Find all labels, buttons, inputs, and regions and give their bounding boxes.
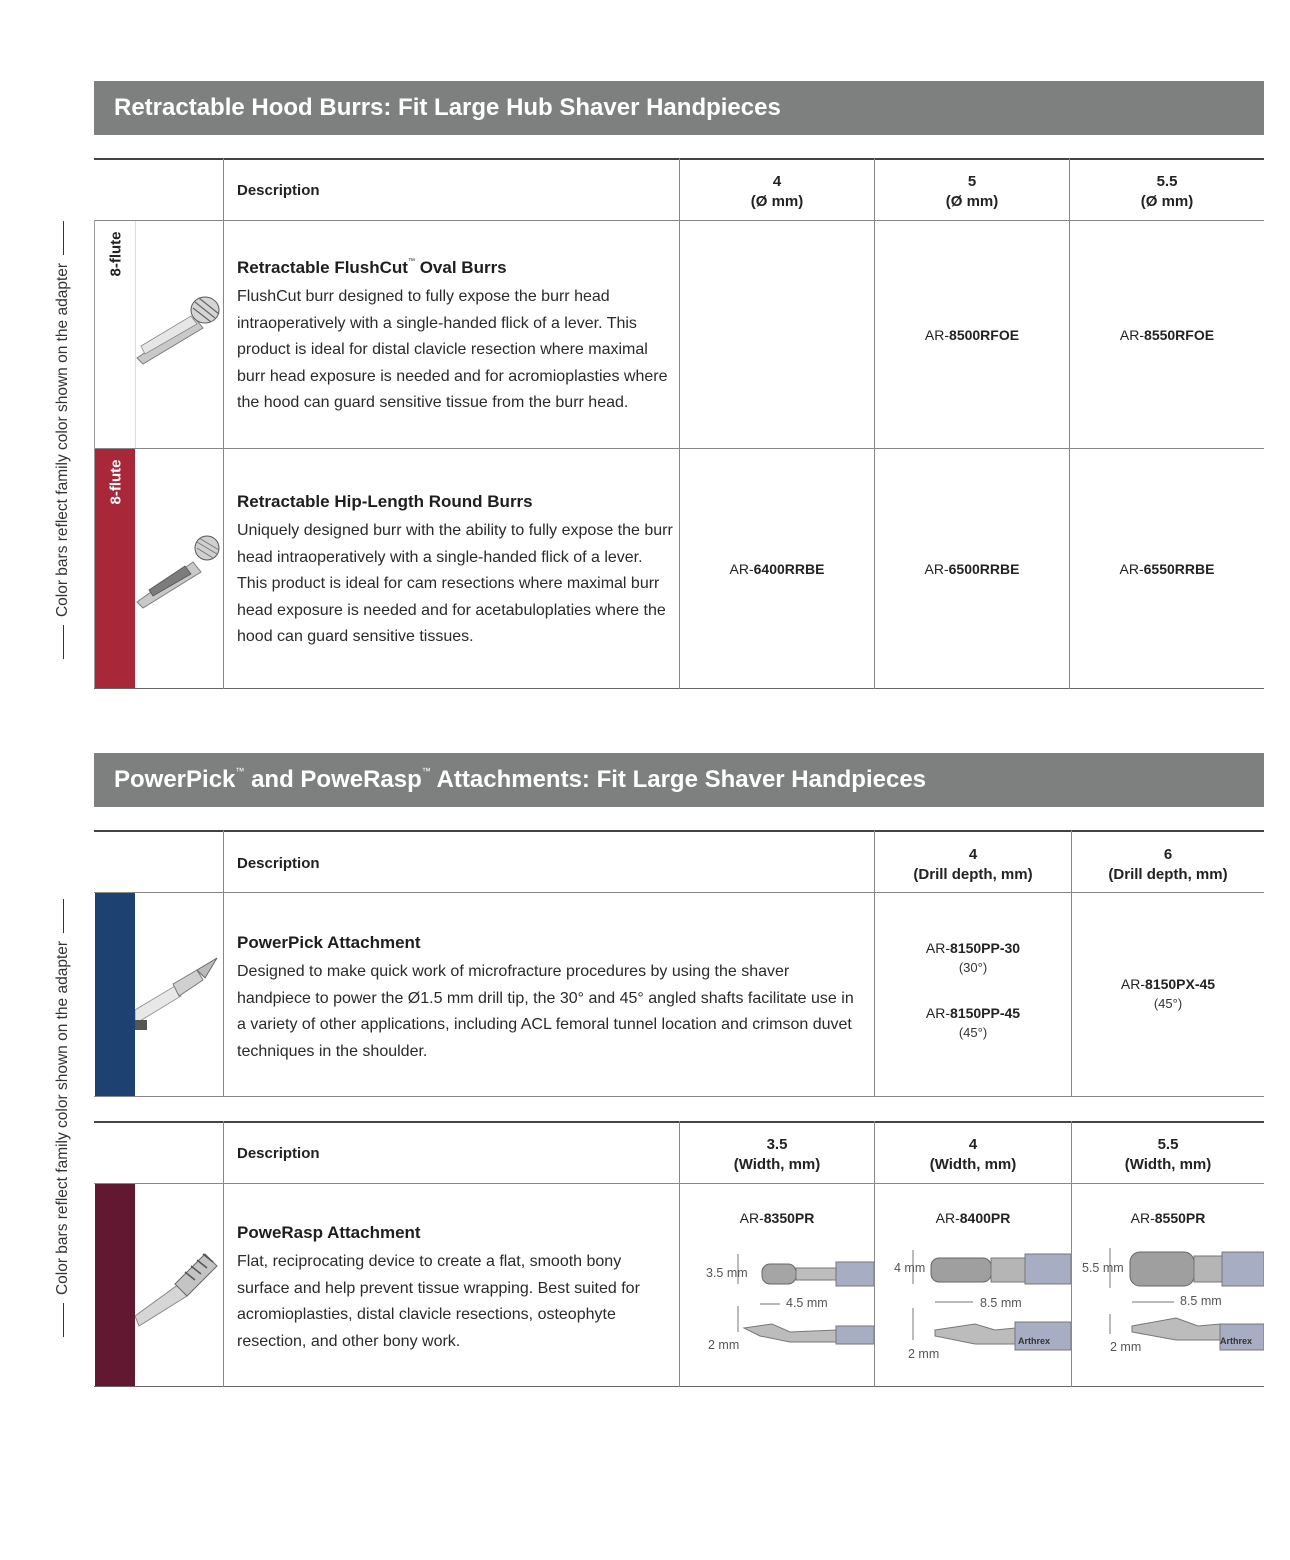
header-unit: (Ø mm): [945, 193, 999, 210]
side-note-text: Color bars reflect family color shown on the adapter: [54, 940, 71, 1296]
product-description-powerasp: [237, 1223, 675, 1355]
header-value: 4: [968, 846, 978, 863]
divider: [94, 892, 1264, 893]
header-col-drill-4: [875, 845, 1071, 885]
section1-title: Retractable Hood Burrs: Fit Large Hub Shaver Handpieces: [114, 94, 781, 121]
header-unit: (Ø mm): [750, 193, 804, 210]
header-value: 3.5: [766, 1136, 788, 1153]
divider: [94, 1096, 1264, 1097]
product-body: FlushCut burr designed to fully expose the burr head intraoperatively with a single-handed flick of a lever. This product is ideal for distal clavicle resection where maximal burr head exposure is needed and for acromioplasties where the hood can guard sensitive tissue from the burr head.: [237, 288, 668, 411]
burr-image-round: [135, 530, 223, 612]
part-number: AR-8550PR: [1130, 1210, 1206, 1226]
header-value: 5.5: [1157, 1136, 1179, 1153]
powerpick-image: [135, 950, 223, 1030]
header-col-drill-6: [1072, 845, 1264, 885]
dimension-length: 8.5 mm: [980, 1296, 1022, 1310]
header-value: 4: [968, 1136, 978, 1153]
product-body: Flat, reciprocating device to create a flat, smooth bony surface and help prevent tissue wrapping. Best suited for acromioplasties, distal clavicle resections, osteophyte resection, and other bony work.: [237, 1253, 640, 1350]
section2-banner: [94, 753, 1264, 807]
part-number: AR-8150PX-45: [1120, 976, 1216, 992]
product-body: Designed to make quick work of microfracture procedures by using the shaver handpiece to power the Ø1.5 mm drill tip, the 30° and 45° angled shafts facilitate use in a variety of other applications, including ACL femoral tunnel location and crimson duvet techniques in the shoulder.: [237, 963, 854, 1060]
powerasp-image: [135, 1240, 223, 1330]
part-number: AR-6500RRBE: [924, 561, 1020, 577]
angle-label: (30°): [958, 960, 988, 975]
part-number: AR-6550RRBE: [1119, 561, 1215, 577]
dimension-width: 3.5 mm: [706, 1266, 748, 1280]
header-description: Description: [237, 182, 320, 199]
part-number: AR-8550RFOE: [1119, 327, 1215, 343]
divider: [223, 830, 224, 1097]
header-value: 5.5: [1156, 173, 1178, 190]
header-unit: (Drill depth, mm): [913, 866, 1033, 883]
section1-banner: [94, 81, 1264, 135]
header-value: 5: [967, 173, 977, 190]
header-description: Description: [237, 1145, 320, 1162]
part-number: AR-6400RRBE: [729, 561, 825, 577]
part-number-group: [875, 940, 1071, 1040]
header-unit: (Drill depth, mm): [1108, 866, 1228, 883]
part-number: AR-8350PR: [739, 1210, 815, 1226]
header-description: Description: [237, 855, 320, 872]
part-number: AR-8400PR: [935, 1210, 1011, 1226]
header-col-width-4: [875, 1135, 1071, 1175]
product-description-flushcut: [237, 258, 675, 417]
product-description-hip-length: [237, 492, 675, 651]
side-note-text: Color bars reflect family color shown on the adapter: [54, 262, 71, 618]
product-title: Retractable Hip-Length Round Burrs: [237, 492, 533, 511]
header-col-width-5-5: [1072, 1135, 1264, 1175]
dimension-thickness: 2 mm: [908, 1347, 940, 1361]
part-number-group: [1072, 976, 1264, 1011]
dimension-length: 8.5 mm: [1180, 1294, 1222, 1308]
header-col-5-5mm: [1070, 172, 1264, 212]
family-color-bar-blue: [95, 893, 135, 1096]
part-number: AR-8150PP-30: [925, 940, 1021, 956]
header-value: 4: [772, 173, 782, 190]
header-col-width-3-5: [680, 1135, 874, 1175]
divider: [94, 830, 1264, 832]
divider: [223, 158, 224, 689]
product-title: PoweRasp Attachment: [237, 1223, 421, 1242]
dimension-width: 4 mm: [894, 1261, 926, 1275]
header-unit: (Width, mm): [733, 1156, 821, 1173]
dimension-width: 5.5 mm: [1082, 1261, 1124, 1275]
part-number: AR-8500RFOE: [924, 327, 1020, 343]
dimension-thickness: 2 mm: [1110, 1340, 1142, 1354]
divider: [679, 158, 680, 689]
divider: [1069, 158, 1070, 689]
brand-mark: Arthrex: [1220, 1336, 1253, 1346]
angle-label: (45°): [1153, 996, 1183, 1011]
product-description-powerpick: [237, 933, 867, 1065]
section2-title: PowerPick™ and PoweRasp™ Attachments: Fit Large Shaver Handpieces: [114, 766, 927, 793]
part-number: AR-8150PP-45: [925, 1005, 1021, 1021]
product-title: PowerPick Attachment: [237, 933, 421, 952]
header-col-5mm: [875, 172, 1069, 212]
header-value: 6: [1163, 846, 1173, 863]
product-title: Retractable FlushCut™ Oval Burrs: [237, 258, 507, 277]
dimension-length: 4.5 mm: [786, 1296, 828, 1310]
brand-mark: Arthrex: [1018, 1336, 1051, 1346]
burr-image-oval: [135, 288, 223, 368]
divider: [874, 158, 875, 689]
dimension-thickness: 2 mm: [708, 1338, 740, 1352]
header-col-4mm: [680, 172, 874, 212]
angle-label: (45°): [958, 1025, 988, 1040]
header-unit: (Ø mm): [1140, 193, 1194, 210]
divider: [223, 1121, 224, 1387]
header-unit: (Width, mm): [929, 1156, 1017, 1173]
product-body: Uniquely designed burr with the ability to fully expose the burr head intraoperatively with a single-handed flick of a lever. This product is ideal for cam resections where maximal burr head exposure is needed and for acetabuloplaties where the hood can guard sensitive tissues.: [237, 522, 673, 645]
family-color-bar-maroon: [95, 1184, 135, 1386]
header-unit: (Width, mm): [1124, 1156, 1212, 1173]
